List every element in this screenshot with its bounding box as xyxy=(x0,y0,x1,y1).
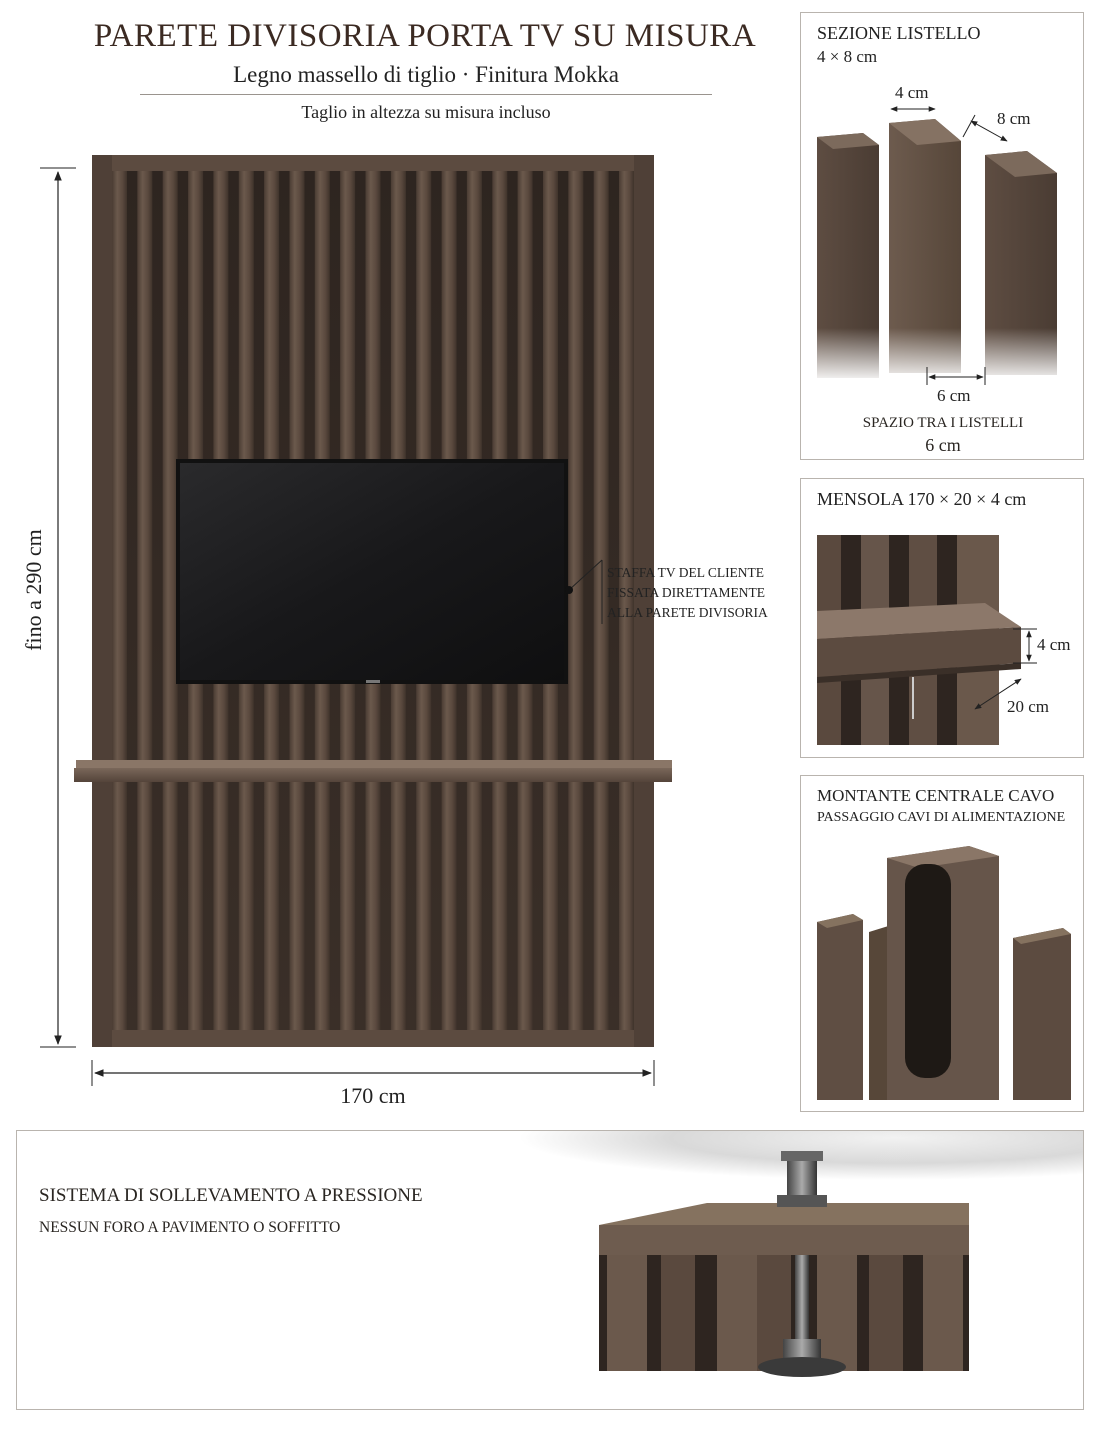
slat-depth-tick xyxy=(963,115,975,137)
frame-bottom xyxy=(92,1030,654,1047)
lift-top-cap xyxy=(781,1151,823,1161)
tv-logo xyxy=(366,680,380,683)
slat-section-size: 4 × 8 cm xyxy=(817,47,878,66)
ceiling-surface xyxy=(457,1131,1083,1201)
lift-slat xyxy=(817,1255,857,1371)
shelf-thickness-label: 4 cm xyxy=(1037,635,1071,654)
slat-width-label: 4 cm xyxy=(895,83,929,102)
height-dimension-label: fino a 290 cm xyxy=(21,529,46,651)
wall-slat xyxy=(163,168,178,1032)
wall-slat xyxy=(137,168,152,1032)
tv-bracket-label xyxy=(607,563,768,623)
slat-section-panel xyxy=(800,12,1084,460)
shelf-title: MENSOLA 170 × 20 × 4 cm xyxy=(817,489,1027,509)
shelf-depth-label: 20 cm xyxy=(1007,697,1050,716)
lift-system-title: SISTEMA DI SOLLEVAMENTO A PRESSIONE xyxy=(39,1185,423,1206)
central-post-panel xyxy=(800,775,1084,1112)
page-note: Taglio in altezza su misura incluso xyxy=(301,102,551,122)
frame-top xyxy=(92,155,654,171)
lift-system-drawing xyxy=(17,1131,1083,1409)
page-title: PARETE DIVISORIA PORTA TV SU MISURA xyxy=(93,18,757,54)
tv-bracket-label-line-3: ALLA PARETE DIVISORIA xyxy=(607,605,768,620)
lift-slat xyxy=(717,1255,757,1371)
slat-gap-label: 6 cm xyxy=(937,386,971,405)
slat-depth-label: 8 cm xyxy=(997,109,1031,128)
lift-slat xyxy=(869,1255,903,1371)
lift-system-panel xyxy=(16,1130,1084,1410)
page-subtitle: Legno massello di tiglio · Finitura Mokka xyxy=(233,62,619,87)
slat-section-title: SEZIONE LISTELLO xyxy=(817,23,981,43)
central-post-title: MONTANTE CENTRALE CAVO xyxy=(817,786,1055,805)
lift-ceiling-plate xyxy=(777,1195,827,1207)
tv-bracket-label-line-2: FISSATA DIRETTAMENTE xyxy=(607,585,765,600)
tv-bracket-label-line-1: STAFFA TV DEL CLIENTE xyxy=(607,565,765,580)
post-side-slat-1 xyxy=(817,914,863,1100)
bracket-point xyxy=(565,586,573,594)
lift-top-screw xyxy=(787,1159,817,1195)
central-post-drawing xyxy=(801,776,1083,1111)
width-dimension-label: 170 cm xyxy=(340,1083,406,1108)
slat-gap-caption: SPAZIO TRA I LISTELLI xyxy=(862,415,1024,431)
wall-slat xyxy=(568,168,583,1032)
cable-channel xyxy=(905,864,951,1078)
lift-slat xyxy=(661,1255,695,1371)
lift-slat xyxy=(607,1255,647,1371)
shelf-front xyxy=(74,768,672,782)
post-side-slat-3 xyxy=(1013,928,1071,1100)
slat-gap-value: 6 cm xyxy=(925,435,961,455)
wall-slat xyxy=(112,168,127,1032)
lift-top-beam-front xyxy=(599,1225,969,1255)
frame-left xyxy=(92,155,112,1047)
lift-slat xyxy=(923,1255,963,1371)
lift-floor-plate xyxy=(758,1357,846,1377)
lift-system-subtitle: NESSUN FORO A PAVIMENTO O SOFFITTO xyxy=(39,1219,341,1236)
slat-fade xyxy=(801,163,1083,383)
shelf-panel xyxy=(800,478,1084,758)
central-post-subtitle: PASSAGGIO CAVI DI ALIMENTAZIONE xyxy=(817,810,1066,825)
tv-screen xyxy=(180,463,564,680)
